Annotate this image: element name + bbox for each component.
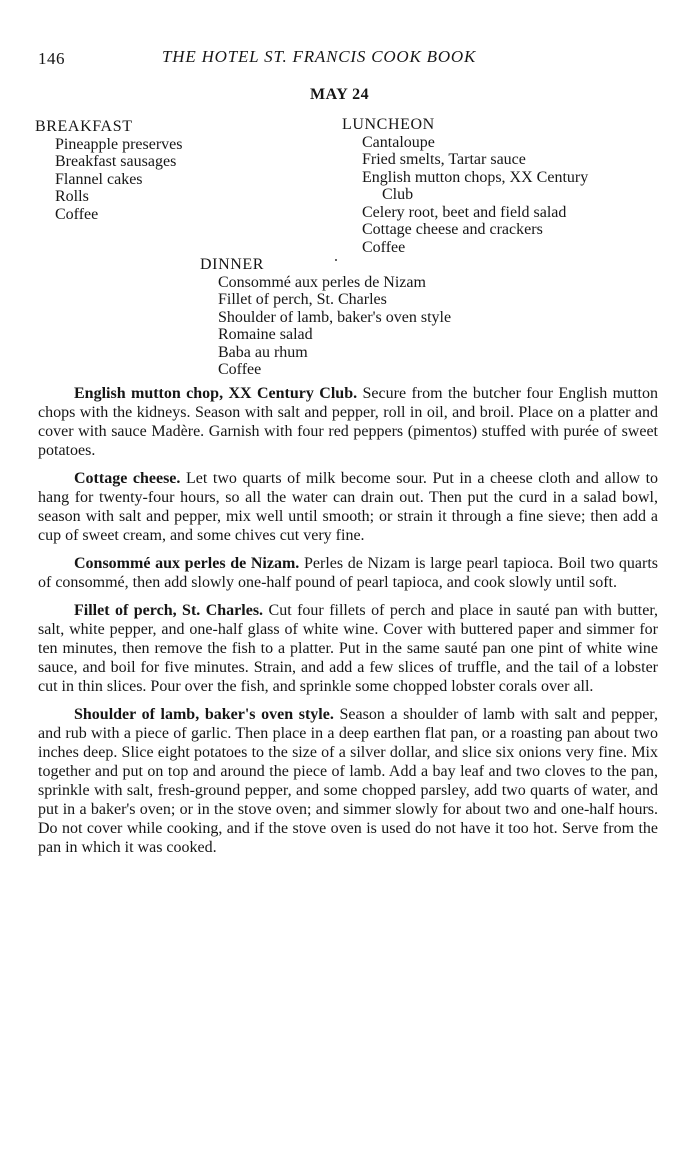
recipe-title: Consommé aux perles de Nizam. [74,555,300,572]
recipe-text: Secure from the butcher four English mutton chops with the kidneys. Season with salt and pepper, roll in oil, and broil. Place on a platter and cover with sauce Madère. Garnish with four red peppers (pimentos) stuffed with purée of sweet potatoes. [38,385,659,459]
menu-item: Coffee [362,238,406,256]
dinner-menu [200,256,451,379]
menu-item: Coffee [55,205,99,223]
dinner-title: DINNER [200,256,265,273]
luncheon-title: LUNCHEON [342,116,435,133]
running-head: THE HOTEL ST. FRANCIS COOK BOOK [162,47,477,66]
recipe-title: Cottage cheese. [74,470,181,487]
menu-item-continuation: Club [382,186,414,203]
menu-item: Fillet of perch, St. Charles [218,291,387,308]
menu-item: Celery root, beet and field salad [362,203,567,221]
menu-item: Rolls [55,188,89,205]
recipe-text: Cut four fillets of perch and place in sauté pan with butter, salt, white pepper, and one-half glass of white wine. Cover with buttered paper and simmer for ten minutes, then remove the fish to a platter. Put in the same sauté pan one pint of white wine sauce, and boil for five minutes. Strain, and add a few slices of truffle, and the tail of a lobster cut in thin slices. Pour over the fish, and sprinkle some chopped lobster corals over all. [38,602,659,695]
recipe-paragraph [38,469,658,545]
breakfast-title: BREAKFAST [35,118,133,135]
menu-item: Shoulder of lamb, baker's oven style [218,308,452,326]
menu-date: MAY 24 [310,86,370,103]
menu-item: Pineapple preserves [55,135,183,153]
menu-item: Cantaloupe [362,133,435,151]
luncheon-menu [342,116,588,256]
recipe-title: English mutton chop, XX Century Club. [74,385,358,402]
menu-item: Flannel cakes [55,170,143,188]
recipe-title: Fillet of perch, St. Charles. [74,602,264,619]
menu-item: Consommé aux perles de Nizam [218,273,426,291]
recipe-text: Perles de Nizam is large pearl tapioca. Boil two quarts of consommé, then add slowly one-half pound of pearl tapioca, and cook slowly until soft. [38,555,659,591]
page-number: 146 [38,49,65,68]
menu-item: Fried smelts, Tartar sauce [362,151,526,168]
recipe-paragraph [38,384,658,460]
recipe-text: Let two quarts of milk become sour. Put in a cheese cloth and allow to hang for twenty-four hours, so all the water can drain out. Then put the curd in a salad bowl, season with salt and pepper, mix well until smooth; or strain it through a fine sieve; then add a cup of sweet cream, and some chives cut very fine. [38,470,659,544]
menu-item: Coffee [218,361,262,378]
menu-item: Breakfast sausages [55,153,177,170]
recipe-title: Shoulder of lamb, baker's oven style. [74,706,334,723]
breakfast-menu [35,118,183,223]
recipes-section [38,384,658,866]
recipe-paragraph [38,601,658,696]
menu-item: Baba au rhum [218,343,308,361]
recipe-paragraph [38,554,658,592]
menu-item: Cottage cheese and crackers [362,221,543,238]
recipe-paragraph [38,705,658,857]
menu-item: English mutton chops, XX Century [362,168,589,186]
recipe-text: Season a shoulder of lamb with salt and pepper, and rub with a piece of garlic. Then place in a deep earthen flat pan, or a roasting pan about two inches deep. Slice eight potatoes to the size of a silver dollar, and slice six onions very fine. Mix together and put on top and around the piece of lamb. Add a bay leaf and two cloves to the pan, sprinkle with salt, fresh-ground pepper, and some chopped parsley, add two quarts of water, and put in a baker's oven; or in the stove oven; and simmer slowly for about two and one-half hours. Do not cover while cooking, and if the stove oven is used do not have it too hot. Serve from the pan in which it was cooked. [38,706,658,856]
menu-item: Romaine salad [218,326,313,343]
